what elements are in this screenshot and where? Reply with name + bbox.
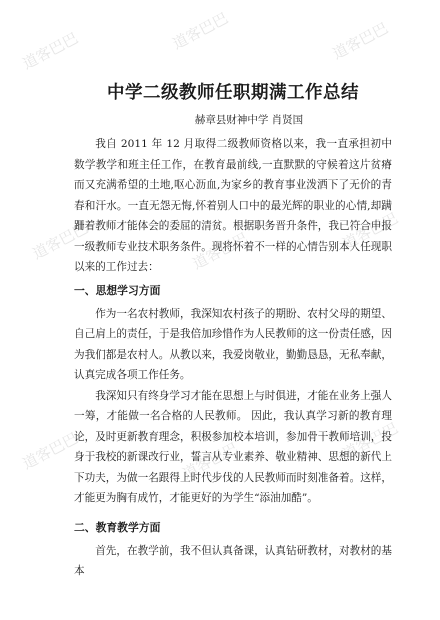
watermark-text: 道客巴巴: [29, 218, 91, 263]
document-title: 中学二级教师任职期满工作总结: [107, 83, 359, 103]
section-heading-1: 一、思想学习方面: [74, 283, 161, 297]
watermark-text: 道客巴巴: [339, 208, 401, 253]
intro-paragraph: 我自 2011 年 12 月取得二级教师资格以来，我一直承担初中数学教学和班主任工作，在教育最前线,一直默默的守候着这片贫瘠而又充满希望的土地,呕心沥血,为家乡的教育事业泼洒下了无价的青春和汗水。一直无怨无悔,怀着别人口中的最光辉的职业的心情,却蹒跚着教师才能体会的委屈的清贫。根据职务晋升条件，我已符合申报一级教师专业技术职务条件。现将怀着不一样的心情告别本人任现职以来的工作过去：: [74, 138, 392, 273]
section1-paragraph-1: 作为一名农村教师，我深知农村孩子的期盼、农村父母的期望、自己肩上的责任，于是我倍加珍惜作为人民教师的这一份责任感，因为我们都是农村人。从教以来，我爱岗敬业，勤勤恳恳，无私奉献，认真完成各项工作任务。: [74, 307, 392, 381]
section2-paragraph-1: 首先，在教学前，我不但认真备课，认真钻研教材，对教材的基本: [74, 544, 392, 577]
watermark-text: 道客巴巴: [169, 8, 231, 53]
section-gap: [74, 509, 392, 515]
watermark-text: 道客巴巴: [179, 438, 241, 483]
document-byline: 赫章县财神中学 肖贤国: [194, 114, 304, 126]
section-heading-2: 二、教育教学方面: [74, 520, 161, 534]
document-body: [74, 82, 392, 582]
section1-paragraph-2: 我深知只有终身学习才能在思想上与时俱进，才能在业务上强人一筹，才能做一名合格的人民教师。 因此，我认真学习新的教育理论，及时更新教育理念，积极参加校本培训，参加骨干教师培训，投身于我校的新课改行业，誓言从专业素养、敬业精神、思想的新代上下功夫，为做一名跟得上时代步伐的人民教师而时刻准备着。这样，才能更为胸有成竹，才能更好的为学生“添油加酷”。: [74, 389, 392, 504]
watermark-text: 道客巴巴: [329, 18, 391, 63]
watermark-text: 道客巴巴: [339, 418, 401, 463]
watermark-text: 道客巴巴: [19, 28, 81, 73]
watermark-text: 道客巴巴: [189, 228, 251, 273]
watermark-text: 道客巴巴: [19, 428, 81, 473]
